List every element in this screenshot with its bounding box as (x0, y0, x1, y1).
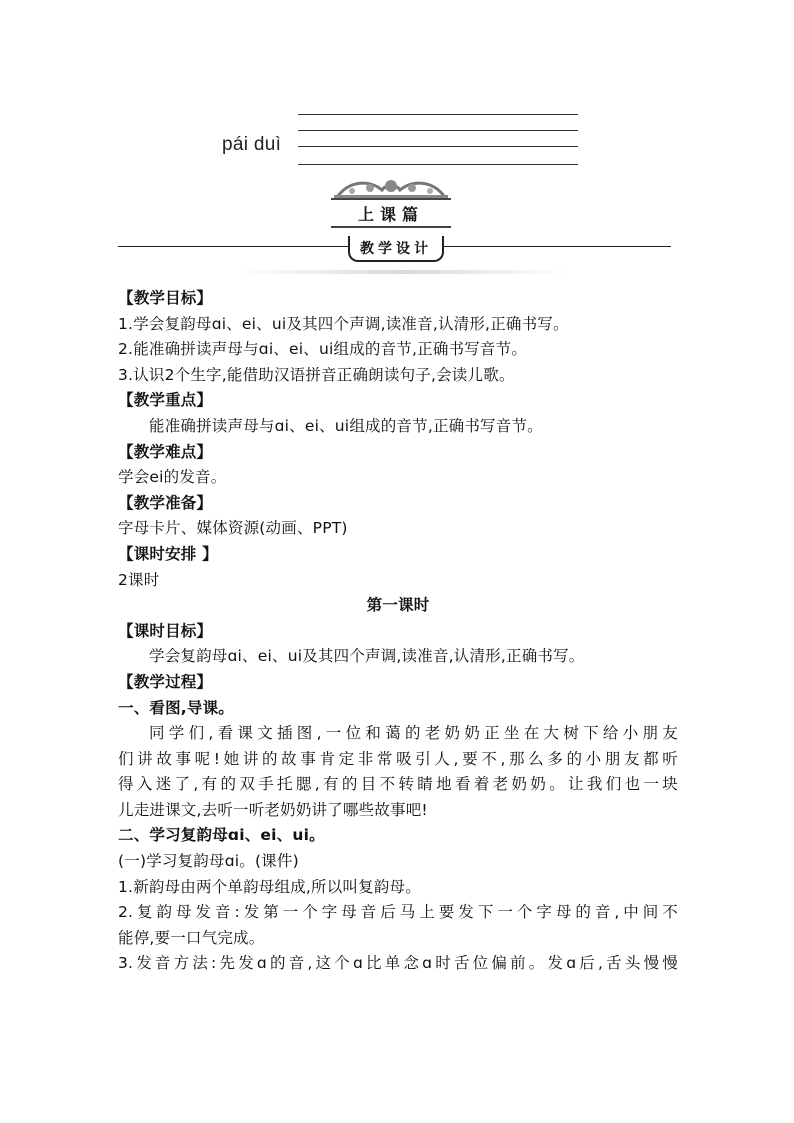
paragraph-line: 得入迷了,有的双手托腮,有的目不转睛地看着老奶奶。让我们也一块 (118, 775, 678, 794)
section-heading-schedule: 【课时安排 】 (118, 544, 218, 563)
writing-line (298, 146, 578, 147)
pinyin-writing-exercise (222, 112, 582, 172)
section-banner (118, 176, 678, 276)
list-item: 1.新韵母由两个单韵母组成,所以叫复韵母。 (118, 877, 421, 896)
paragraph-line: 同学们,看课文插图,一位和蔼的老奶奶正坐在大树下给小朋友 (149, 724, 678, 743)
pinyin-text: pái duì (222, 134, 282, 155)
section-heading-focus: 【教学重点】 (118, 391, 213, 410)
section-heading-process: 【教学过程】 (118, 672, 213, 691)
banner-shadow (238, 270, 568, 274)
schedule-text: 2课时 (118, 570, 160, 589)
list-item: 能停,要一口气完成。 (118, 928, 265, 947)
section-heading-difficulty: 【教学难点】 (118, 442, 213, 461)
section-heading-lesson-goal: 【课时目标】 (118, 621, 213, 640)
lesson-title: 第一课时 (366, 596, 430, 615)
list-item: 2.复韵母发音:发第一个字母音后马上要发下一个字母的音,中间不 (118, 903, 678, 922)
lesson-content (118, 286, 678, 977)
sub-step-heading: (一)学习复韵母ɑi。(课件) (118, 852, 299, 871)
lesson-goal-text: 学会复韵母ɑi、ei、ui及其四个声调,读准音,认清形,正确书写。 (149, 647, 585, 666)
section-heading-prep: 【教学准备】 (118, 493, 213, 512)
goal-item: 3.认识2个生字,能借助汉语拼音正确朗读句子,会读儿歌。 (118, 365, 515, 384)
paragraph-line: 们讲故事呢!她讲的故事肯定非常吸引人,要不,那么多的小朋友都听 (118, 749, 678, 768)
focus-text: 能准确拼读声母与ɑi、ei、ui组成的音节,正确书写音节。 (149, 416, 543, 435)
paragraph-line: 儿走进课文,去听一听老奶奶讲了哪些故事吧! (118, 800, 428, 819)
ornament-icon (330, 176, 452, 200)
writing-line (298, 164, 578, 165)
step-heading: 二、学习复韵母ɑi、ei、ui。 (118, 826, 325, 845)
list-item: 3.发音方法:先发ɑ的音,这个ɑ比单念ɑ时舌位偏前。发ɑ后,舌头慢慢 (118, 954, 678, 973)
difficulty-text: 学会ei的发音。 (118, 468, 227, 487)
step-heading: 一、看图,导课。 (118, 698, 234, 717)
writing-line (298, 130, 578, 131)
prep-text: 字母卡片、媒体资源(动画、PPT) (118, 519, 348, 538)
section-heading-goals: 【教学目标】 (118, 289, 213, 307)
goal-item: 1.学会复韵母ɑi、ei、ui及其四个声调,读准音,认清形,正确书写。 (118, 314, 569, 333)
goal-item: 2.能准确拼读声母与ɑi、ei、ui组成的音节,正确书写音节。 (118, 340, 528, 359)
banner-subtitle: 教学设计 (348, 236, 444, 262)
banner-title: 上课篇 (331, 198, 451, 228)
writing-line (298, 114, 578, 115)
